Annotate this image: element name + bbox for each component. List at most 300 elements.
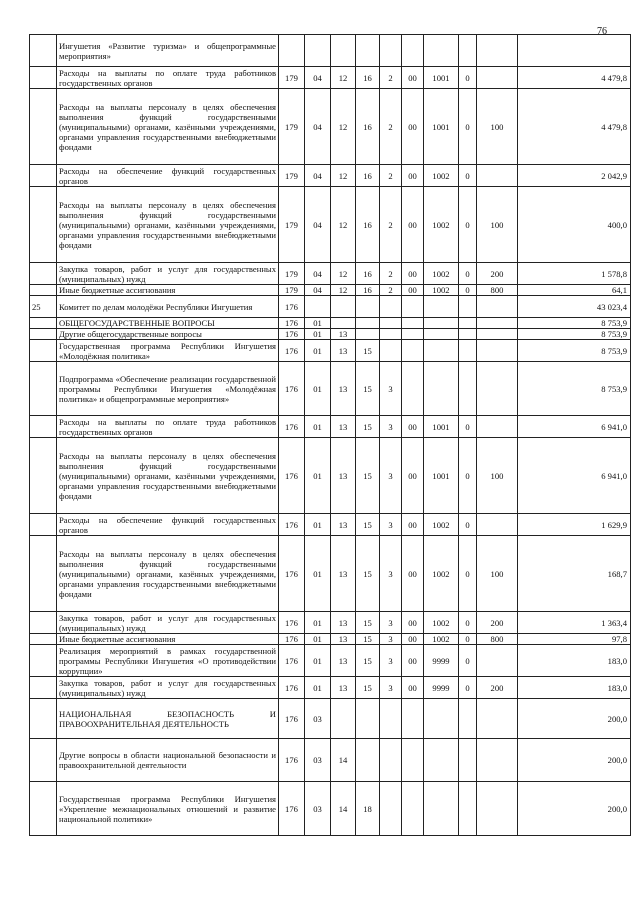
program-code-cell: 15	[356, 612, 380, 634]
expense-type-cell: 200	[477, 263, 518, 285]
subprogram-code-cell: 2	[380, 263, 402, 285]
program-code-cell: 16	[356, 187, 380, 263]
table-row	[30, 285, 631, 296]
expense-code-cell: 1002	[424, 634, 459, 645]
section-code-cell: 01	[305, 416, 331, 438]
section-code-cell: 04	[305, 187, 331, 263]
ministry-code-cell	[279, 35, 305, 67]
program-code-cell: 15	[356, 634, 380, 645]
description-cell: Расходы на выплаты персоналу в целях обеспечения выполнения функций государственными (муниципальными) органами, казёнными учреждениями, органами управления государственными внебюджетными фондами	[57, 89, 279, 165]
expense-type-cell: 100	[477, 438, 518, 514]
ministry-code-cell: 176	[279, 438, 305, 514]
section-code-cell: 01	[305, 536, 331, 612]
expense-code-cell: 1002	[424, 514, 459, 536]
table-row	[30, 634, 631, 645]
subsection-code-cell: 13	[331, 612, 356, 634]
expense-code-cell	[424, 329, 459, 340]
expense-suffix-cell	[459, 362, 477, 416]
subprogram-code-cell	[380, 739, 402, 782]
subprogram-code-cell: 3	[380, 645, 402, 677]
ministry-code-cell: 176	[279, 340, 305, 362]
section-code-cell: 04	[305, 285, 331, 296]
program-code-cell: 18	[356, 782, 380, 836]
row-number-cell	[30, 362, 57, 416]
table-row	[30, 362, 631, 416]
direction-code-cell	[402, 318, 424, 329]
subprogram-code-cell: 3	[380, 514, 402, 536]
ministry-code-cell: 176	[279, 612, 305, 634]
section-code-cell: 01	[305, 340, 331, 362]
direction-code-cell: 00	[402, 187, 424, 263]
row-number-cell	[30, 187, 57, 263]
expense-suffix-cell: 0	[459, 67, 477, 89]
subprogram-code-cell: 3	[380, 612, 402, 634]
program-code-cell	[356, 35, 380, 67]
expense-type-cell	[477, 329, 518, 340]
ministry-code-cell: 179	[279, 285, 305, 296]
section-code-cell: 04	[305, 263, 331, 285]
direction-code-cell: 00	[402, 645, 424, 677]
expense-code-cell: 1002	[424, 165, 459, 187]
table-row	[30, 699, 631, 739]
section-code-cell: 01	[305, 677, 331, 699]
expense-suffix-cell: 0	[459, 416, 477, 438]
section-code-cell: 01	[305, 645, 331, 677]
subsection-code-cell: 12	[331, 263, 356, 285]
expense-code-cell	[424, 699, 459, 739]
row-number-cell	[30, 416, 57, 438]
subsection-code-cell: 12	[331, 89, 356, 165]
expense-suffix-cell: 0	[459, 89, 477, 165]
expense-code-cell	[424, 782, 459, 836]
description-cell: Закупка товаров, работ и услуг для государственных (муниципальных) нужд	[57, 612, 279, 634]
row-number-cell	[30, 263, 57, 285]
amount-cell: 4 479,8	[518, 89, 631, 165]
table-row	[30, 165, 631, 187]
description-cell: НАЦИОНАЛЬНАЯ БЕЗОПАСНОСТЬ И ПРАВООХРАНИТЕЛЬНАЯ ДЕЯТЕЛЬНОСТЬ	[57, 699, 279, 739]
description-cell: Закупка товаров, работ и услуг для государственных (муниципальных) нужд	[57, 263, 279, 285]
section-code-cell: 04	[305, 165, 331, 187]
program-code-cell	[356, 318, 380, 329]
description-cell: Расходы на выплаты по оплате труда работников государственных органов	[57, 67, 279, 89]
expense-code-cell: 1002	[424, 187, 459, 263]
expense-code-cell: 1001	[424, 67, 459, 89]
section-code-cell: 04	[305, 67, 331, 89]
amount-cell: 6 941,0	[518, 438, 631, 514]
amount-cell: 1 578,8	[518, 263, 631, 285]
table-row	[30, 329, 631, 340]
section-code-cell: 01	[305, 438, 331, 514]
description-cell: Другие общегосударственные вопросы	[57, 329, 279, 340]
ministry-code-cell: 176	[279, 536, 305, 612]
expense-suffix-cell	[459, 318, 477, 329]
direction-code-cell: 00	[402, 165, 424, 187]
program-code-cell: 15	[356, 536, 380, 612]
expense-type-cell	[477, 739, 518, 782]
subsection-code-cell	[331, 699, 356, 739]
ministry-code-cell: 179	[279, 89, 305, 165]
amount-cell: 168,7	[518, 536, 631, 612]
expense-type-cell	[477, 782, 518, 836]
ministry-code-cell: 176	[279, 329, 305, 340]
expense-code-cell	[424, 340, 459, 362]
subprogram-code-cell: 3	[380, 438, 402, 514]
amount-cell: 97,8	[518, 634, 631, 645]
row-number-cell	[30, 782, 57, 836]
direction-code-cell: 00	[402, 438, 424, 514]
subsection-code-cell: 13	[331, 329, 356, 340]
subsection-code-cell: 14	[331, 782, 356, 836]
expense-code-cell: 9999	[424, 677, 459, 699]
subsection-code-cell: 13	[331, 536, 356, 612]
amount-cell: 43 023,4	[518, 296, 631, 318]
row-number-cell	[30, 536, 57, 612]
expense-suffix-cell: 0	[459, 645, 477, 677]
ministry-code-cell: 179	[279, 67, 305, 89]
description-cell: Другие вопросы в области национальной безопасности и правоохранительной деятельности	[57, 739, 279, 782]
expense-suffix-cell: 0	[459, 263, 477, 285]
subsection-code-cell: 13	[331, 677, 356, 699]
description-cell: Расходы на выплаты персоналу в целях обеспечения выполнения функций государственными (муниципальными) органами, казёнными учреждениями, органами управления государственными внебюджетными фондами	[57, 438, 279, 514]
section-code-cell: 03	[305, 739, 331, 782]
program-code-cell: 15	[356, 514, 380, 536]
direction-code-cell	[402, 739, 424, 782]
expense-code-cell: 1002	[424, 285, 459, 296]
expense-type-cell	[477, 67, 518, 89]
expense-type-cell	[477, 318, 518, 329]
subprogram-code-cell	[380, 296, 402, 318]
program-code-cell: 16	[356, 263, 380, 285]
row-number-cell	[30, 739, 57, 782]
expense-code-cell: 1001	[424, 416, 459, 438]
program-code-cell: 16	[356, 285, 380, 296]
table-row	[30, 416, 631, 438]
amount-cell: 1 629,9	[518, 514, 631, 536]
direction-code-cell: 00	[402, 263, 424, 285]
description-cell: Расходы на обеспечение функций государственных органов	[57, 514, 279, 536]
expense-suffix-cell: 0	[459, 187, 477, 263]
row-number-cell	[30, 612, 57, 634]
direction-code-cell	[402, 296, 424, 318]
subprogram-code-cell	[380, 318, 402, 329]
expense-type-cell: 800	[477, 634, 518, 645]
description-cell: Ингушетия «Развитие туризма» и общепрограммные мероприятия»	[57, 35, 279, 67]
description-cell: Иные бюджетные ассигнования	[57, 634, 279, 645]
expense-suffix-cell	[459, 739, 477, 782]
expense-type-cell: 200	[477, 612, 518, 634]
subsection-code-cell: 12	[331, 285, 356, 296]
subsection-code-cell	[331, 296, 356, 318]
amount-cell: 2 042,9	[518, 165, 631, 187]
expense-type-cell	[477, 362, 518, 416]
direction-code-cell: 00	[402, 67, 424, 89]
expense-suffix-cell: 0	[459, 285, 477, 296]
subprogram-code-cell: 2	[380, 285, 402, 296]
subprogram-code-cell: 3	[380, 634, 402, 645]
description-cell: Расходы на выплаты персоналу в целях обеспечения выполнения функций государственными (муниципальными) органами, казённых учреждениями, органами управления государственными внебюджетными фондами	[57, 536, 279, 612]
row-number-cell	[30, 165, 57, 187]
amount-cell	[518, 35, 631, 67]
amount-cell: 8 753,9	[518, 329, 631, 340]
ministry-code-cell: 176	[279, 739, 305, 782]
expense-type-cell	[477, 296, 518, 318]
description-cell: Расходы на выплаты персоналу в целях обеспечения выполнения функций государственными (муниципальными) органами, казёнными учреждениями, органами управления государственными внебюджетными фондами	[57, 187, 279, 263]
program-code-cell: 15	[356, 362, 380, 416]
expense-type-cell: 200	[477, 677, 518, 699]
ministry-code-cell: 176	[279, 645, 305, 677]
subprogram-code-cell	[380, 35, 402, 67]
table-row	[30, 35, 631, 67]
expense-type-cell	[477, 514, 518, 536]
ministry-code-cell: 176	[279, 514, 305, 536]
subprogram-code-cell: 2	[380, 187, 402, 263]
direction-code-cell	[402, 362, 424, 416]
expense-code-cell	[424, 35, 459, 67]
row-number-cell	[30, 89, 57, 165]
table-row	[30, 677, 631, 699]
program-code-cell: 16	[356, 89, 380, 165]
table-row	[30, 263, 631, 285]
program-code-cell: 16	[356, 165, 380, 187]
direction-code-cell	[402, 329, 424, 340]
program-code-cell	[356, 329, 380, 340]
table-row	[30, 645, 631, 677]
table-row	[30, 438, 631, 514]
direction-code-cell: 00	[402, 612, 424, 634]
subprogram-code-cell: 3	[380, 536, 402, 612]
description-cell: Подпрограмма «Обеспечение реализации государственной программы Республики Ингушетия «Молодёжная политика» и общепрограммные мероприятия»	[57, 362, 279, 416]
program-code-cell: 15	[356, 340, 380, 362]
description-cell: Реализация мероприятий в рамках государственной программы Республики Ингушетия «О противодействии коррупции»	[57, 645, 279, 677]
direction-code-cell: 00	[402, 416, 424, 438]
program-code-cell: 15	[356, 677, 380, 699]
expense-suffix-cell: 0	[459, 438, 477, 514]
direction-code-cell	[402, 35, 424, 67]
program-code-cell: 15	[356, 645, 380, 677]
expense-suffix-cell: 0	[459, 634, 477, 645]
page-number: 76	[597, 26, 607, 37]
expense-type-cell	[477, 165, 518, 187]
expense-suffix-cell	[459, 782, 477, 836]
direction-code-cell	[402, 699, 424, 739]
ministry-code-cell: 176	[279, 296, 305, 318]
direction-code-cell: 00	[402, 514, 424, 536]
subprogram-code-cell	[380, 329, 402, 340]
direction-code-cell	[402, 340, 424, 362]
expense-suffix-cell	[459, 329, 477, 340]
expense-suffix-cell	[459, 699, 477, 739]
expense-suffix-cell: 0	[459, 514, 477, 536]
expense-code-cell: 1001	[424, 438, 459, 514]
expense-type-cell: 800	[477, 285, 518, 296]
amount-cell: 8 753,9	[518, 362, 631, 416]
table-row	[30, 67, 631, 89]
expense-suffix-cell	[459, 35, 477, 67]
ministry-code-cell: 176	[279, 362, 305, 416]
description-cell: Расходы на выплаты по оплате труда работников государственных органов	[57, 416, 279, 438]
direction-code-cell: 00	[402, 89, 424, 165]
row-number-cell	[30, 645, 57, 677]
expense-code-cell: 1001	[424, 89, 459, 165]
ministry-code-cell: 176	[279, 699, 305, 739]
section-code-cell: 03	[305, 782, 331, 836]
table-row	[30, 187, 631, 263]
subprogram-code-cell: 3	[380, 677, 402, 699]
amount-cell: 6 941,0	[518, 416, 631, 438]
section-code-cell	[305, 296, 331, 318]
row-number-cell	[30, 329, 57, 340]
subprogram-code-cell: 2	[380, 67, 402, 89]
expense-type-cell	[477, 699, 518, 739]
section-code-cell: 01	[305, 362, 331, 416]
section-code-cell: 03	[305, 699, 331, 739]
expense-suffix-cell: 0	[459, 677, 477, 699]
amount-cell: 183,0	[518, 645, 631, 677]
section-code-cell: 01	[305, 318, 331, 329]
subprogram-code-cell	[380, 699, 402, 739]
ministry-code-cell: 176	[279, 782, 305, 836]
expense-code-cell: 1002	[424, 536, 459, 612]
expense-code-cell	[424, 362, 459, 416]
direction-code-cell: 00	[402, 634, 424, 645]
expense-type-cell: 100	[477, 89, 518, 165]
subprogram-code-cell: 2	[380, 165, 402, 187]
description-cell: Государственная программа Республики Ингушетия «Укрепление межнациональных отношений и развитие национальной политики»	[57, 782, 279, 836]
expense-suffix-cell: 0	[459, 165, 477, 187]
expense-code-cell	[424, 318, 459, 329]
subsection-code-cell: 12	[331, 187, 356, 263]
row-number-cell	[30, 677, 57, 699]
budget-table	[29, 34, 631, 836]
row-number-cell: 25	[30, 296, 57, 318]
row-number-cell	[30, 438, 57, 514]
section-code-cell: 01	[305, 612, 331, 634]
ministry-code-cell: 179	[279, 263, 305, 285]
description-cell: Иные бюджетные ассигнования	[57, 285, 279, 296]
ministry-code-cell: 176	[279, 416, 305, 438]
ministry-code-cell: 176	[279, 677, 305, 699]
description-cell: ОБЩЕГОСУДАРСТВЕННЫЕ ВОПРОСЫ	[57, 318, 279, 329]
expense-type-cell	[477, 416, 518, 438]
table-row	[30, 318, 631, 329]
table-row	[30, 514, 631, 536]
subsection-code-cell	[331, 35, 356, 67]
expense-code-cell	[424, 296, 459, 318]
expense-type-cell: 100	[477, 187, 518, 263]
expense-code-cell: 1002	[424, 263, 459, 285]
description-cell: Комитет по делам молодёжи Республики Ингушетия	[57, 296, 279, 318]
section-code-cell	[305, 35, 331, 67]
expense-type-cell	[477, 35, 518, 67]
expense-suffix-cell: 0	[459, 536, 477, 612]
section-code-cell: 01	[305, 514, 331, 536]
amount-cell: 400,0	[518, 187, 631, 263]
subsection-code-cell: 14	[331, 739, 356, 782]
subprogram-code-cell: 3	[380, 362, 402, 416]
amount-cell: 64,1	[518, 285, 631, 296]
row-number-cell	[30, 67, 57, 89]
amount-cell: 8 753,9	[518, 340, 631, 362]
expense-code-cell	[424, 739, 459, 782]
direction-code-cell: 00	[402, 285, 424, 296]
subsection-code-cell: 12	[331, 165, 356, 187]
amount-cell: 1 363,4	[518, 612, 631, 634]
subprogram-code-cell: 3	[380, 416, 402, 438]
program-code-cell	[356, 739, 380, 782]
budget-table-body	[30, 35, 631, 836]
direction-code-cell: 00	[402, 677, 424, 699]
table-row	[30, 739, 631, 782]
amount-cell: 200,0	[518, 782, 631, 836]
row-number-cell	[30, 285, 57, 296]
row-number-cell	[30, 340, 57, 362]
table-row	[30, 340, 631, 362]
subsection-code-cell: 13	[331, 645, 356, 677]
program-code-cell	[356, 296, 380, 318]
expense-type-cell	[477, 645, 518, 677]
amount-cell: 183,0	[518, 677, 631, 699]
section-code-cell: 04	[305, 89, 331, 165]
expense-suffix-cell	[459, 296, 477, 318]
amount-cell: 200,0	[518, 739, 631, 782]
row-number-cell	[30, 318, 57, 329]
amount-cell: 4 479,8	[518, 67, 631, 89]
subprogram-code-cell	[380, 782, 402, 836]
row-number-cell	[30, 699, 57, 739]
expense-suffix-cell: 0	[459, 612, 477, 634]
ministry-code-cell: 176	[279, 318, 305, 329]
program-code-cell	[356, 699, 380, 739]
table-row	[30, 782, 631, 836]
table-row	[30, 536, 631, 612]
amount-cell: 8 753,9	[518, 318, 631, 329]
description-cell: Закупка товаров, работ и услуг для государственных (муниципальных) нужд	[57, 677, 279, 699]
program-code-cell: 15	[356, 438, 380, 514]
subsection-code-cell: 13	[331, 416, 356, 438]
direction-code-cell	[402, 782, 424, 836]
description-cell: Государственная программа Республики Ингушетия «Молодёжная политика»	[57, 340, 279, 362]
ministry-code-cell: 176	[279, 634, 305, 645]
subprogram-code-cell: 2	[380, 89, 402, 165]
subsection-code-cell: 13	[331, 438, 356, 514]
section-code-cell: 01	[305, 329, 331, 340]
subsection-code-cell: 12	[331, 67, 356, 89]
table-row	[30, 89, 631, 165]
subsection-code-cell: 13	[331, 340, 356, 362]
expense-code-cell: 9999	[424, 645, 459, 677]
subsection-code-cell: 13	[331, 362, 356, 416]
section-code-cell: 01	[305, 634, 331, 645]
description-cell: Расходы на обеспечение функций государственных органов	[57, 165, 279, 187]
row-number-cell	[30, 35, 57, 67]
expense-type-cell: 100	[477, 536, 518, 612]
expense-code-cell: 1002	[424, 612, 459, 634]
program-code-cell: 16	[356, 67, 380, 89]
subsection-code-cell	[331, 318, 356, 329]
subsection-code-cell: 13	[331, 514, 356, 536]
row-number-cell	[30, 514, 57, 536]
program-code-cell: 15	[356, 416, 380, 438]
expense-suffix-cell	[459, 340, 477, 362]
table-row	[30, 296, 631, 318]
direction-code-cell: 00	[402, 536, 424, 612]
subsection-code-cell: 13	[331, 634, 356, 645]
amount-cell: 200,0	[518, 699, 631, 739]
table-row	[30, 612, 631, 634]
ministry-code-cell: 179	[279, 187, 305, 263]
ministry-code-cell: 179	[279, 165, 305, 187]
expense-type-cell	[477, 340, 518, 362]
